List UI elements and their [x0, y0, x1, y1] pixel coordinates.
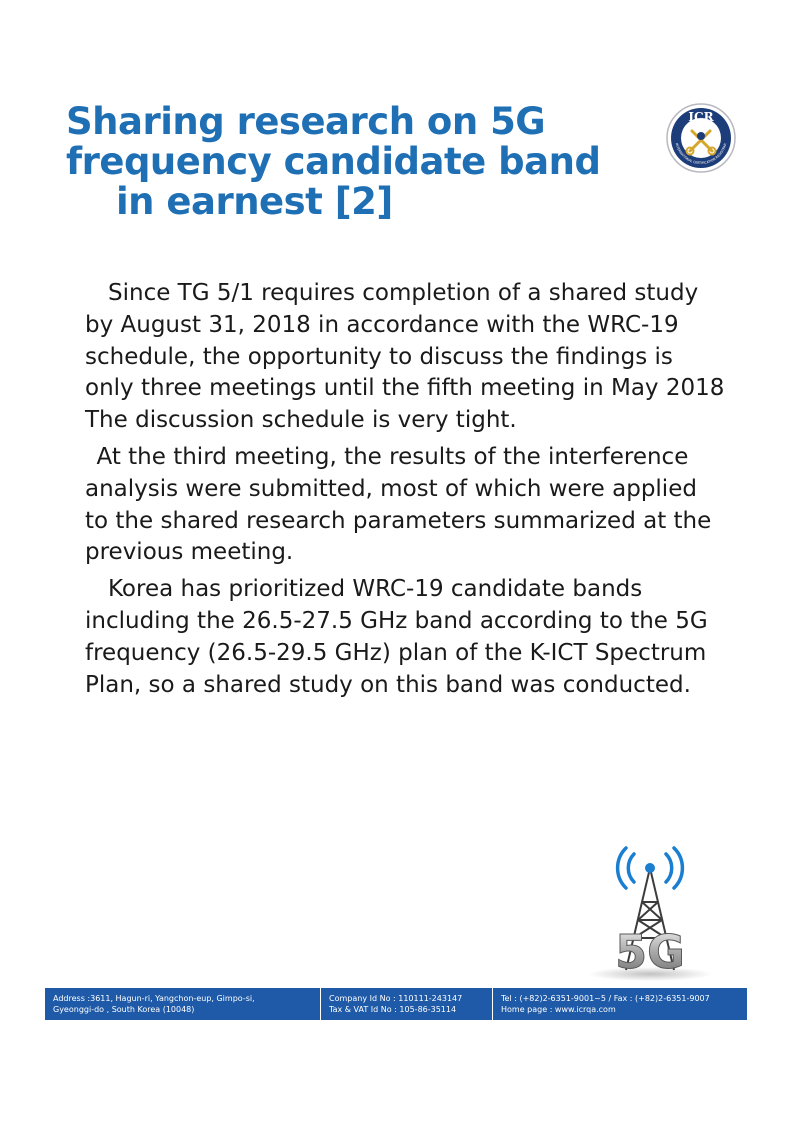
footer-ids — [321, 988, 493, 1020]
5g-tower-icon — [580, 842, 720, 982]
page-title — [66, 100, 601, 223]
footer-bar — [45, 988, 747, 1020]
icr-logo — [666, 103, 736, 173]
article-body — [85, 278, 725, 706]
footer-contact — [493, 988, 747, 1020]
address-line-2: Gyeonggi-do , South Korea (10048) — [53, 1005, 195, 1014]
tax-id: Tax & VAT Id No : 105-86-35114 — [329, 1005, 457, 1014]
address-line-1: Address :3611, Hagun-ri, Yangchon-eup, Gimpo-si, — [53, 994, 255, 1003]
tel-fax: Tel : (+82)2-6351-9001~5 / Fax : (+82)2-6351-9007 — [501, 994, 710, 1003]
title-line-3: in earnest [2] — [116, 180, 393, 223]
title-line-1: Sharing research on 5G — [66, 100, 546, 143]
company-id: Company Id No : 110111-243147 — [329, 994, 463, 1003]
paragraph-3: Korea has prioritized WRC-19 candidate bands including the 26.5-27.5 GHz band according to the 5G frequency (26.5-29.5 GHz) plan of the K-ICT Spectrum Plan, so a shared study on this band was conducted. — [85, 576, 708, 698]
5g-text: 5G — [615, 925, 685, 979]
logo-subtext: INTERNATIONAL CERTIFICATION REGISTRAR — [674, 142, 728, 166]
homepage-link[interactable]: Home page : www.icrqa.com — [501, 1005, 616, 1014]
logo-text: ICR — [688, 110, 714, 124]
paragraph-1: Since TG 5/1 requires completion of a shared study by August 31, 2018 in accordance with the WRC-19 schedule, the opportunity to discuss the findings is only three meetings until the fifth meeting in May 2018 The discussion schedule is very tight. — [85, 280, 725, 434]
title-line-2: frequency candidate band — [66, 140, 601, 183]
footer-address — [45, 988, 321, 1020]
paragraph-2: At the third meeting, the results of the interference analysis were submitted, most of which were applied to the shared research parameters summarized at the previous meeting. — [85, 443, 712, 566]
